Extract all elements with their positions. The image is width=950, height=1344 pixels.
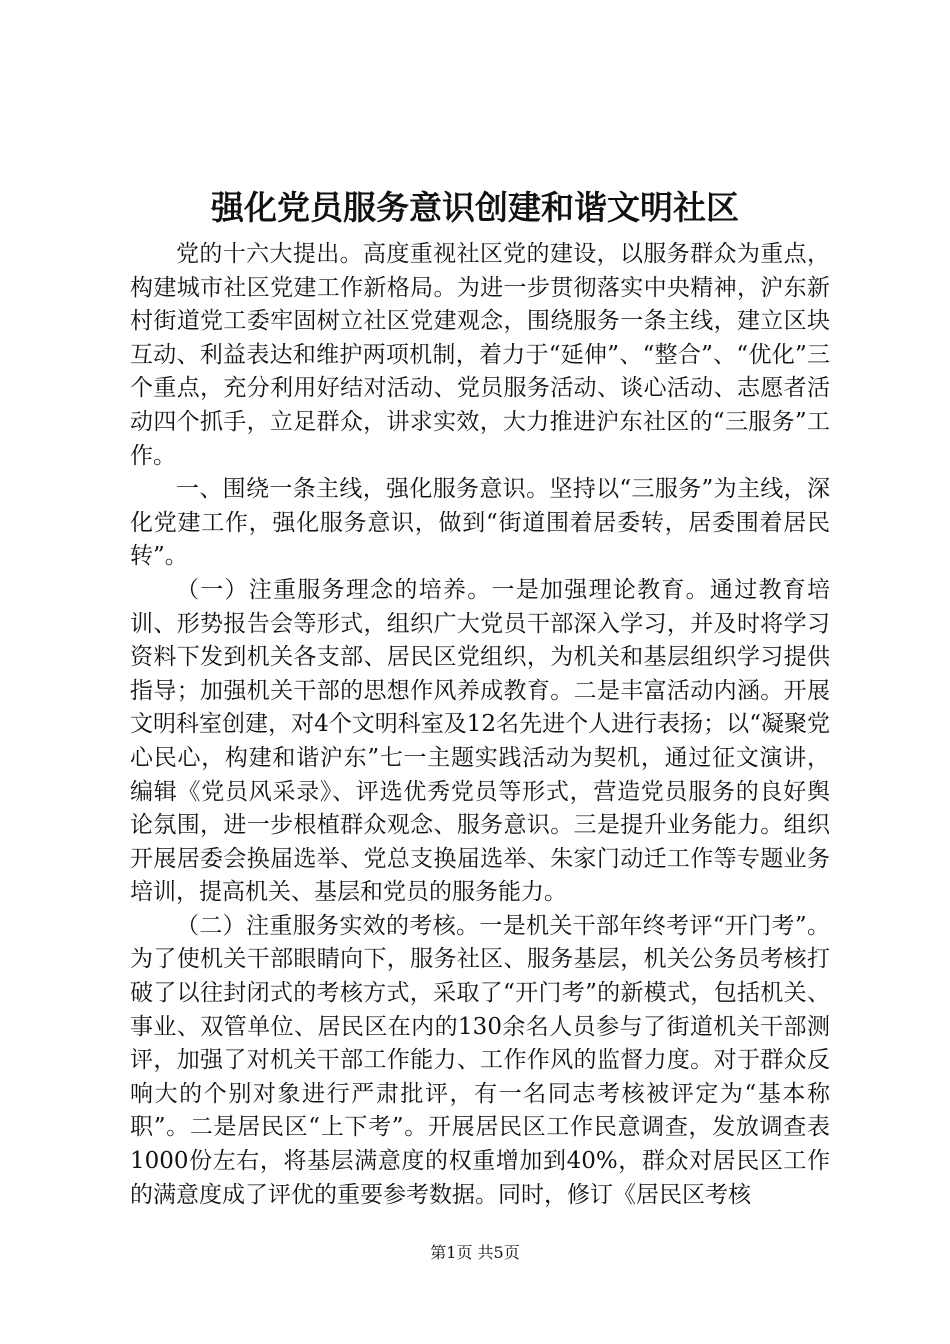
paragraph-intro: 党的十六大提出。高度重视社区党的建设，以服务群众为重点，构建城市社区党建工作新格局。为进一步贯彻落实中央精神，沪东新村街道党工委牢固树立社区党建观念，围绕服务一条主线，建立区块互动、利益表达和维护两项机制，着力于“延伸”、“整合”、“优化”三个重点，充分利用好结对活动、党员服务活动、谈心活动、志愿者活动四个抓手，立足群众，讲求实效，大力推进沪东社区的“三服务”工作。 bbox=[130, 241, 830, 469]
page-footer: 第1页 共5页 bbox=[430, 1243, 520, 1262]
paragraph-subsection-two: （二）注重服务实效的考核。一是机关干部年终考评“开门考”。为了使机关干部眼睛向下，服务社区、服务基层，机关公务员考核打破了以往封闭式的考核方式，采取了“开门考”的新模式，包括机关、事业、双管单位、居民区在内的130余名人员参与了街道机关干部测评，加强了对机关干部工作能力、工作作风的监督力度。对于群众反响大的个别对象进行严肃批评，有一名同志考核被评定为“基本称职”。二是居民区“上下考”。开展居民区工作民意调查，发放调查表1000份左右，将基层满意度的权重增加到40%，群众对居民区工作的满意度成了评优的重要参考数据。同时，修订《居民区考核 bbox=[130, 912, 830, 1208]
paragraph-subsection-one: （一）注重服务理念的培养。一是加强理论教育。通过教育培训、形势报告会等形式，组织广大党员干部深入学习，并及时将学习资料下发到机关各支部、居民区党组织，为机关和基层组织学习提供指导；加强机关干部的思想作风养成教育。二是丰富活动内涵。开展文明科室创建，对4个文明科室及12名先进个人进行表扬；以“凝聚党心民心，构建和谐沪东”七一主题实践活动为契机，通过征文演讲，编辑《党员风采录》、评选优秀党员等形式，营造党员服务的良好舆论氛围，进一步根植群众观念、服务意识。三是提升业务能力。组织开展居委会换届选举、党总支换届选举、朱家门动迁工作等专题业务培训，提高机关、基层和党员的服务能力。 bbox=[130, 576, 830, 906]
document-body bbox=[130, 238, 830, 1212]
document-title: 强化党员服务意识创建和谐文明社区 bbox=[211, 188, 739, 227]
paragraph-section-one: 一、围绕一条主线，强化服务意识。坚持以“三服务”为主线，深化党建工作，强化服务意识，做到“街道围着居委转，居委围着居民转”。 bbox=[130, 476, 830, 570]
